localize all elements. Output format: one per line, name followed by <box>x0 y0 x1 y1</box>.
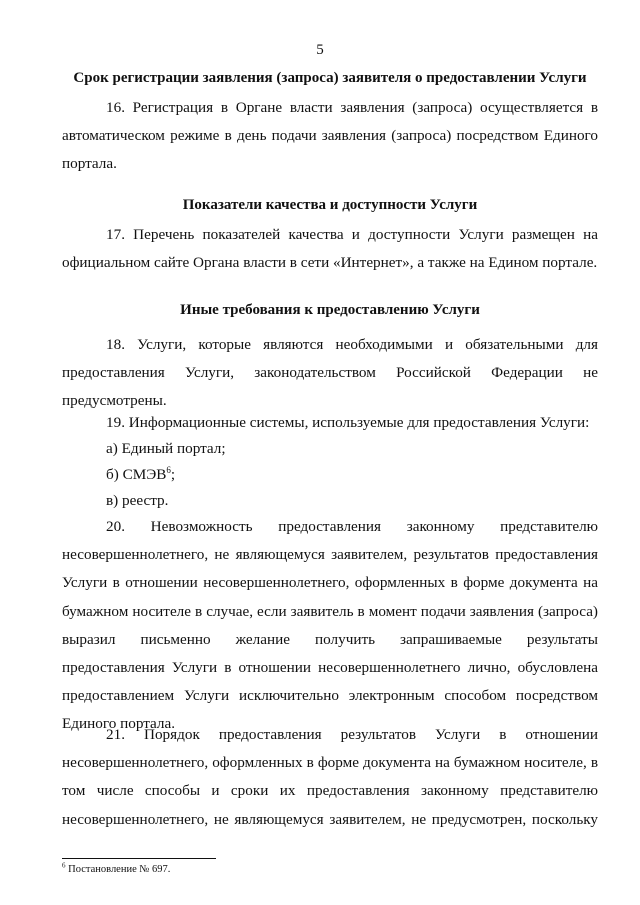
footnote-reference: 6 <box>166 464 171 475</box>
paragraph-16 <box>62 94 598 179</box>
list-item-b-punct: ; <box>170 466 176 483</box>
paragraph-18-line: предусмотрены. <box>62 392 167 410</box>
footnote-text: Постановление № 697. <box>65 864 171 875</box>
paragraph-20-line: бумажном носителе в случае, если заявитель в момент подачи заявления (запроса) <box>62 602 598 620</box>
paragraph-20-line: предоставления Услуги в отношении несовершеннолетнего лично, обусловлена <box>62 659 598 677</box>
paragraph-21-line: несовершеннолетнего, оформленных в форме документа на бумажном носителе, в <box>62 754 598 772</box>
paragraph-20-line: предоставлением Услуги исключительно электронным способом посредством <box>62 687 598 705</box>
paragraph-20-line: Услуги в отношении несовершеннолетнего, оформленных в форме документа на <box>62 574 598 592</box>
page-number: 5 <box>316 42 324 58</box>
paragraph-17 <box>62 221 598 277</box>
paragraph-21-line: 21. Порядок предоставления результатов Услуги в отношении <box>106 726 598 743</box>
paragraph-17-line: официальном сайте Органа власти в сети «Интернет», а также на Едином портале. <box>62 254 598 272</box>
section-heading-other: Иные требования к предоставлению Услуги <box>180 302 480 318</box>
paragraph-20-line: Единого портала. <box>62 715 176 733</box>
list-item-c: в) реестр. <box>106 492 169 509</box>
paragraph-20-line: 20. Невозможность предоставления законному представителю <box>106 518 598 535</box>
paragraph-21-line: том числе способы и сроки их предоставления законному представителю <box>62 782 598 800</box>
list-item-b-text: б) СМЭВ <box>106 466 167 483</box>
paragraph-18-line: предоставления Услуги, законодательством Российской Федерации не <box>62 364 598 382</box>
paragraph-19: 19. Информационные системы, используемые для предоставления Услуги: <box>106 414 590 431</box>
section-heading-quality: Показатели качества и доступности Услуги <box>182 197 478 213</box>
paragraph-16-line: портала. <box>62 155 117 173</box>
paragraph-20-line: выразил письменно желание получить запрашиваемые результаты <box>62 630 598 648</box>
paragraph-20-line: несовершеннолетнего, не являющемуся заявителем, результатов предоставления <box>62 546 598 564</box>
paragraph-17-line: 17. Перечень показателей качества и доступности Услуги размещен на <box>106 226 598 243</box>
footnote <box>62 861 171 875</box>
paragraph-21-line: несовершеннолетнего, не являющемуся заявителем, не предусмотрен, поскольку <box>62 810 598 828</box>
paragraph-20 <box>62 513 598 739</box>
paragraph-21 <box>62 721 598 834</box>
paragraph-18-line: 18. Услуги, которые являются необходимыми и обязательными для <box>106 336 598 353</box>
paragraph-16-line: 16. Регистрация в Органе власти заявления (запроса) осуществляется в <box>106 99 598 116</box>
footnote-divider <box>62 858 216 859</box>
list-item-b <box>106 466 175 484</box>
footnote-mark: 6 <box>62 861 66 870</box>
paragraph-16-line: автоматическом режиме в день подачи заявления (запроса) посредством Единого <box>62 127 598 145</box>
section-heading-registration: Срок регистрации заявления (запроса) заявителя о предоставлении Услуги <box>73 70 587 86</box>
list-item-a: а) Единый портал; <box>106 440 226 457</box>
paragraph-18 <box>62 331 598 416</box>
